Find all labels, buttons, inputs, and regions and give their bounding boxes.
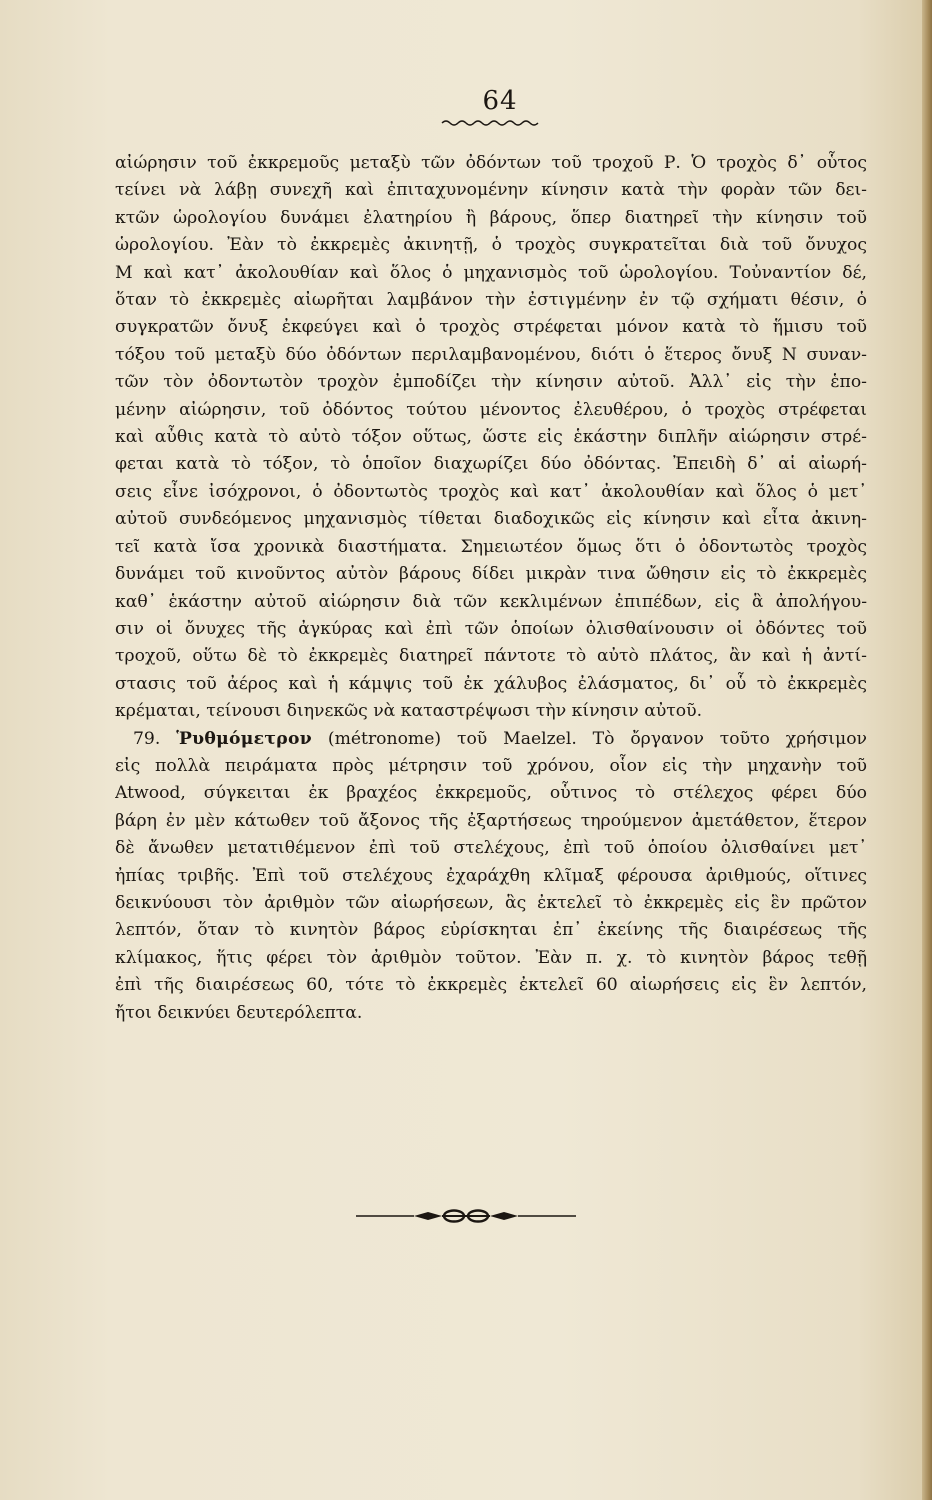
section-79-heading-line <box>115 726 867 753</box>
text-line: τείνει νὰ λάβῃ συνεχῆ καὶ ἐπιταχυνομένην κίνησιν κατὰ τὴν φορὰν τῶν δει- <box>115 180 867 201</box>
text-line: κρέμαται, τείνουσι διηνεκῶς νὰ καταστρέψωσι τὴν κίνησιν αὐτοῦ. <box>115 701 703 722</box>
text-line: Μ καὶ κατ᾿ ἀκολουθίαν καὶ ὅλος ὁ μηχανισμὸς τοῦ ὡρολογίου. Τοὐναντίον δέ, <box>115 262 867 283</box>
end-ornament <box>356 1208 576 1224</box>
section-number: 79. <box>133 728 161 749</box>
text-line: ἤτοι δεικνύει δευτερόλεπτα. <box>115 1002 363 1023</box>
text-line: συγκρατῶν ὄνυξ ἐκφεύγει καὶ ὁ τροχὸς στρέφεται μόνον κατὰ τὸ ἥμισυ τοῦ <box>115 317 867 338</box>
text-line: βάρη ἐν μὲν κάτωθεν τοῦ ἄξονος τῆς ἐξαρτήσεως τηρούμενον ἀμετάθετον, ἕτερον <box>115 810 867 831</box>
text-line: κλίμακος, ἥτις φέρει τὸν ἀριθμὸν τοῦτον. Ἐὰν π. χ. τὸ κινητὸν βάρος τεθῇ <box>115 947 867 968</box>
text-line: τεῖ κατὰ ἴσα χρονικὰ διαστήματα. Σημειωτέον ὅμως ὅτι ὁ ὀδοντωτὸς τροχὸς <box>115 536 867 557</box>
text-line: τροχοῦ, οὕτω δὲ τὸ ἐκκρεμὲς διατηρεῖ πάντοτε τὸ αὐτὸ πλάτος, ἂν καὶ ἡ ἀντί- <box>115 646 867 667</box>
text-line: κτῶν ὡρολογίου δυνάμει ἐλατηρίου ἢ βάρους, ὅπερ διατηρεῖ τὴν κίνησιν τοῦ <box>115 207 867 228</box>
text-line: σιν οἱ ὄνυχες τῆς ἀγκύρας καὶ ἐπὶ τῶν ὁποίων ὀλισθαίνουσιν οἱ ὀδόντες τοῦ <box>115 618 867 639</box>
text-line: Atwood, σύγκειται ἐκ βραχέος ἐκκρεμοῦς, οὗτινος τὸ στέλεχος φέρει δύο <box>115 783 867 804</box>
page-number: 64 <box>482 86 518 116</box>
text-line: αἰώρησιν τοῦ ἐκκρεμοῦς μεταξὺ τῶν ὀδόντων τοῦ τροχοῦ Ρ. Ὁ τροχὸς δ᾿ οὗτος <box>115 153 867 173</box>
text-line: σεις εἶνε ἰσόχρονοι, ὁ ὀδοντωτὸς τροχὸς καὶ κατ᾿ ἀκολουθίαν καὶ ὅλος ὁ μετ᾿ <box>115 481 867 502</box>
main-text <box>115 150 867 1027</box>
text-line: ὡρολογίου. Ἐὰν τὸ ἐκκρεμὲς ἀκινητῇ, ὁ τροχὸς συγκρατεῖται διὰ τοῦ ὄνυχος <box>115 235 867 256</box>
text-line: δυνάμει τοῦ κινοῦντος αὐτὸν βάρους δίδει μικρὰν τινα ὤθησιν εἰς τὸ ἐκκρεμὲς <box>115 564 867 585</box>
text-line: αὐτοῦ συνδεόμενος μηχανισμὸς τίθεται διαδοχικῶς εἰς κίνησιν καὶ εἶτα ἀκινη- <box>115 509 867 530</box>
text-line: φεται κατὰ τὸ τόξον, τὸ ὁποῖον διαχωρίζει δύο ὀδόντας. Ἐπειδὴ δ᾿ αἱ αἰωρή- <box>115 454 867 475</box>
text-line: ὅταν τὸ ἐκκρεμὲς αἰωρῆται λαμβάνον τὴν ἐστιγμένην ἐν τῷ σχήματι θέσιν, ὁ <box>115 290 867 311</box>
text-line: εἰς πολλὰ πειράματα πρὸς μέτρησιν τοῦ χρόνου, οἷον εἰς τὴν μηχανὴν τοῦ <box>115 755 867 776</box>
text-line: λεπτόν, ὅταν τὸ κινητὸν βάρος εὑρίσκηται ἐπ᾿ ἐκείνης τῆς διαιρέσεως τῆς <box>115 920 867 941</box>
page-edge <box>922 0 932 1500</box>
section-heading-rest: (métronome) τοῦ Maelzel. Τὸ ὄργανον τοῦτο χρήσιμον <box>327 728 867 749</box>
text-line: δεικνύουσι τὸν ἀριθμὸν τῶν αἰωρήσεων, ἃς ἐκτελεῖ τὸ ἐκκρεμὲς εἰς ἓν πρῶτον <box>115 892 867 913</box>
text-line: ἐπὶ τῆς διαιρέσεως 60, τότε τὸ ἐκκρεμὲς ἐκτελεῖ 60 αἰωρήσεις εἰς ἓν λεπτόν, <box>115 975 867 996</box>
section-title: Ῥυθμόμετρον <box>176 728 312 749</box>
text-line: δὲ ἄνωθεν μετατιθέμενον ἐπὶ τοῦ στελέχους, ἐπὶ τοῦ ὁποίου ὀλισθαίνει μετ᾿ <box>115 838 867 859</box>
text-line: στασις τοῦ ἀέρος καὶ ἡ κάμψις τοῦ ἐκ χάλυβος ἐλάσματος, δι᾿ οὗ τὸ ἐκκρεμὲς <box>115 673 867 694</box>
text-line: τῶν τὸν ὀδοντωτὸν τροχὸν ἐμποδίζει τὴν κίνησιν αὐτοῦ. Ἀλλ᾿ εἰς τὴν ἑπο- <box>115 372 867 393</box>
text-line: μένην αἰώρησιν, τοῦ ὀδόντος τούτου μένοντος ἐλευθέρου, ὁ τροχὸς στρέφεται <box>115 399 867 420</box>
page-number-ornament <box>440 118 540 128</box>
text-line: ἠπίας τριβῆς. Ἐπὶ τοῦ στελέχους ἐχαράχθη κλῖμαξ φέρουσα ἀριθμούς, οἵτινες <box>115 865 867 886</box>
text-line: τόξου τοῦ μεταξὺ δύο ὀδόντων περιλαμβανομένου, διότι ὁ ἕτερος ὄνυξ Ν συναν- <box>115 344 867 365</box>
text-line: καὶ αὖθις κατὰ τὸ αὐτὸ τόξον οὕτως, ὥστε εἰς ἑκάστην διπλῆν αἰώρησιν στρέ- <box>115 427 867 448</box>
text-line: καθ᾿ ἑκάστην αὐτοῦ αἰώρησιν διὰ τῶν κεκλιμένων ἐπιπέδων, εἰς ἃ ἀπολήγου- <box>115 591 867 612</box>
